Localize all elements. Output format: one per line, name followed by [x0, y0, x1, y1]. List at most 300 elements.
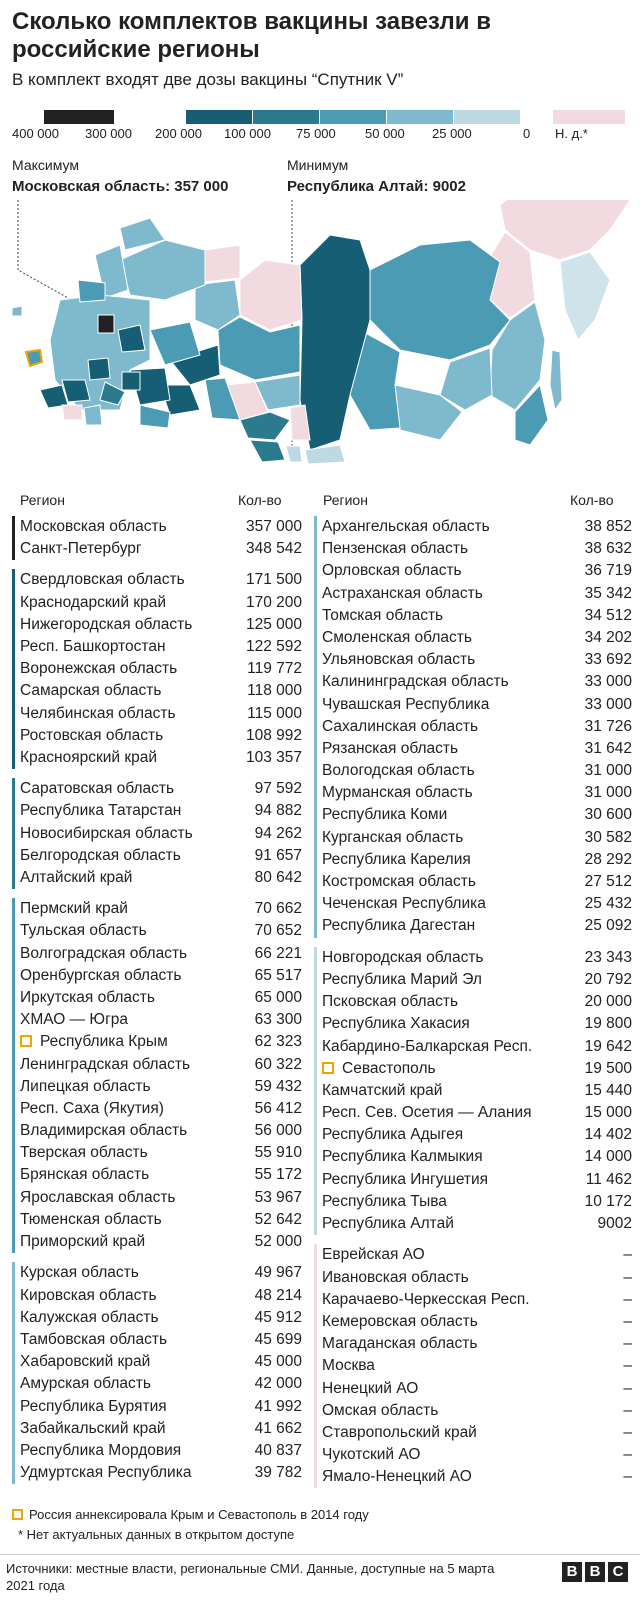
- table-row: [12, 845, 302, 867]
- region-name: Республика Крым: [20, 1031, 168, 1053]
- table-row: [314, 583, 632, 605]
- left-region-header: Регион: [20, 492, 65, 508]
- table-row: [314, 1378, 632, 1400]
- region-value: 94 262: [254, 824, 302, 842]
- region-name: Ямало-Ненецкий АО: [322, 1468, 472, 1486]
- table-row: [12, 1262, 302, 1284]
- table-row: [12, 823, 302, 845]
- table-row: [314, 1400, 632, 1422]
- region-value: 41 992: [254, 1397, 302, 1415]
- region-name: Республика Тыва: [322, 1192, 447, 1210]
- region-name: Саратовская область: [20, 780, 175, 798]
- region-value: 11 462: [585, 1170, 632, 1188]
- table-row: [314, 1244, 632, 1266]
- annexed-marker-icon: [20, 1035, 32, 1047]
- legend-label: 400 000: [12, 126, 59, 141]
- region-value: 25 092: [584, 917, 632, 935]
- table-row: [314, 1355, 632, 1377]
- region-name: Пензенская область: [322, 540, 469, 558]
- region-name: Мурманская область: [322, 784, 473, 802]
- region-value: 357 000: [245, 518, 302, 535]
- region-moscow-oblast: [98, 315, 114, 333]
- region-crimea: [26, 350, 42, 366]
- region-name: Иркутская область: [20, 988, 155, 1006]
- region-yamal: [240, 260, 302, 330]
- region-value: –: [623, 1335, 632, 1353]
- region-value: 91 657: [254, 846, 302, 864]
- table-row: [12, 1120, 302, 1142]
- region-value: 33 692: [584, 651, 632, 669]
- table-row: [12, 1285, 302, 1307]
- table-row: [12, 1418, 302, 1440]
- region-name: Республика Ингушетия: [322, 1170, 489, 1188]
- region-name: Тульская область: [20, 922, 147, 940]
- legend-swatch-75k: [320, 110, 386, 124]
- region-name: Республика Адыгея: [322, 1126, 464, 1144]
- bbc-logo-letter: C: [608, 1562, 628, 1582]
- region-value: 45 912: [254, 1308, 302, 1326]
- region-value: 94 882: [254, 802, 302, 820]
- region-value: –: [623, 1312, 632, 1330]
- region-name: Ивановская область: [322, 1268, 469, 1286]
- region-name: Омская область: [322, 1401, 439, 1419]
- legend-swatch-na: [553, 110, 625, 124]
- region-name: Ростовская область: [20, 726, 164, 744]
- region-value: 66 221: [254, 944, 302, 962]
- region-name: Республика Мордовия: [20, 1441, 182, 1459]
- region-value: 171 500: [245, 571, 302, 589]
- region-name: Свердловская область: [20, 571, 185, 589]
- region-name: Тверская область: [20, 1144, 148, 1162]
- region-name: Чеченская Республика: [322, 895, 486, 913]
- region-value: 19 800: [584, 1015, 632, 1033]
- region-value: 119 772: [247, 660, 302, 678]
- region-value: 33 000: [584, 695, 632, 713]
- table-row: [314, 1146, 632, 1168]
- table-row: [12, 1462, 302, 1484]
- region-voronezh: [88, 358, 110, 380]
- footer-divider: [0, 1554, 640, 1555]
- table-row: [12, 1396, 302, 1418]
- region-value: 53 967: [254, 1188, 302, 1206]
- region-value: 41 662: [254, 1419, 302, 1437]
- region-value: 49 967: [254, 1264, 302, 1282]
- region-name: Республика Коми: [322, 806, 448, 824]
- region-khmao: [218, 317, 300, 380]
- region-value: 15 000: [584, 1104, 632, 1122]
- region-name: Брянская область: [20, 1166, 150, 1184]
- region-value: 40 837: [254, 1441, 302, 1459]
- region-name: Курская область: [20, 1264, 139, 1282]
- table-row: [12, 1076, 302, 1098]
- bbc-logo: [562, 1562, 628, 1582]
- table-row: [12, 703, 302, 725]
- table-row: [314, 1267, 632, 1289]
- region-name: Кабардино-Балкарская Респ.: [322, 1037, 533, 1055]
- region-name: Севастополь: [322, 1058, 436, 1080]
- region-name: Архангельская область: [322, 518, 490, 535]
- region-name: Тюменская область: [20, 1210, 162, 1228]
- region-name: Сахалинская область: [322, 717, 479, 735]
- region-value: 45 699: [254, 1330, 302, 1348]
- region-value: 36 719: [584, 562, 632, 580]
- region-value: 48 214: [254, 1286, 302, 1304]
- table-row: [314, 915, 632, 937]
- table-group: [12, 569, 302, 769]
- min-callout-title: Минимум: [287, 157, 349, 173]
- table-row: [314, 1422, 632, 1444]
- region-stavropol: [62, 405, 82, 420]
- region-krasnoyarsk: [300, 235, 370, 450]
- table-row: [314, 1191, 632, 1213]
- region-name: Калининградская область: [322, 673, 509, 691]
- russia-regions-map: [0, 200, 640, 480]
- region-name: Забайкальский край: [20, 1419, 166, 1437]
- table-group: [12, 516, 302, 560]
- annexed-note: [12, 1506, 369, 1523]
- region-value: 31 642: [584, 739, 632, 757]
- table-row: [314, 560, 632, 582]
- region-name: Челябинская область: [20, 704, 176, 722]
- region-value: 19 500: [584, 1059, 632, 1077]
- region-kaliningrad: [12, 306, 22, 316]
- region-name: Чувашская Республика: [322, 695, 490, 713]
- region-name: Республика Калмыкия: [322, 1148, 483, 1166]
- table-row: [12, 636, 302, 658]
- table-row: [12, 867, 302, 889]
- table-row: [314, 649, 632, 671]
- legend-label: 200 000: [155, 126, 202, 141]
- region-name: Самарская область: [20, 682, 162, 700]
- region-name: Липецкая область: [20, 1077, 151, 1095]
- table-row: [12, 1231, 302, 1253]
- region-name: Алтайский край: [20, 868, 133, 886]
- region-value: –: [623, 1468, 632, 1486]
- table-row: [314, 969, 632, 991]
- table-row: [12, 943, 302, 965]
- table-row: [12, 1329, 302, 1351]
- table-row: [314, 1289, 632, 1311]
- region-value: 80 642: [254, 868, 302, 886]
- table-group: [314, 947, 632, 1235]
- region-value: 59 432: [254, 1077, 302, 1095]
- region-value: 20 792: [584, 970, 632, 988]
- region-name: Калужская область: [20, 1308, 159, 1326]
- region-name: Республика Татарстан: [20, 802, 182, 820]
- right-count-header: Кол-во: [570, 492, 614, 508]
- table-row: [12, 592, 302, 614]
- region-name: Новгородская область: [322, 948, 484, 966]
- region-name: Томская область: [322, 606, 444, 624]
- region-name: Республика Дагестан: [322, 917, 476, 935]
- region-name: Кировская область: [20, 1286, 157, 1304]
- na-note: * Нет актуальных данных в открытом доступе: [18, 1527, 295, 1542]
- region-name: Белгородская область: [20, 846, 181, 864]
- region-value: 10 172: [584, 1192, 632, 1210]
- table-row: [314, 1169, 632, 1191]
- region-value: 122 592: [245, 637, 302, 655]
- page-subtitle: В комплект входят две дозы вакцины “Спутник V”: [12, 70, 404, 89]
- region-name: Нижегородская область: [20, 615, 193, 633]
- region-name: Воронежская область: [20, 660, 178, 678]
- table-group: [12, 1262, 302, 1484]
- region-name: Республика Карелия: [322, 850, 471, 868]
- region-samara: [122, 372, 140, 390]
- region-value: 65 000: [254, 988, 302, 1006]
- region-name: Санкт-Петербург: [20, 540, 142, 558]
- region-value: 55 172: [254, 1166, 302, 1184]
- region-value: 62 323: [254, 1033, 302, 1051]
- region-value: 9002: [597, 1215, 632, 1233]
- table-row: [12, 965, 302, 987]
- region-name: Курганская область: [322, 828, 464, 846]
- region-nizhny: [118, 325, 145, 352]
- crimea-marker-icon: [12, 1509, 23, 1520]
- table-row: [314, 1124, 632, 1146]
- region-value: 19 642: [584, 1037, 632, 1055]
- table-row: [314, 1333, 632, 1355]
- region-nenets: [205, 245, 240, 282]
- region-name: ХМАО — Югра: [20, 1011, 128, 1029]
- table-row: [314, 694, 632, 716]
- table-group: [12, 898, 302, 1253]
- table-row: [314, 1311, 632, 1333]
- region-value: 38 852: [584, 518, 632, 535]
- table-row: [12, 725, 302, 747]
- legend-label: 300 000: [85, 126, 132, 141]
- legend-label: 0: [523, 126, 531, 141]
- region-value: –: [623, 1401, 632, 1419]
- region-name: Владимирская область: [20, 1122, 188, 1140]
- region-name: Псковская область: [322, 993, 459, 1011]
- table-row: [314, 605, 632, 627]
- table-group: [12, 778, 302, 889]
- region-name: Пермский край: [20, 900, 128, 918]
- region-name: Москва: [322, 1357, 375, 1375]
- legend-label: 75 000: [296, 126, 336, 141]
- region-arkhangelsk: [120, 240, 205, 300]
- table-row: [12, 538, 302, 560]
- region-name: Ненецкий АО: [322, 1379, 419, 1397]
- region-value: –: [623, 1423, 632, 1441]
- region-value: 45 000: [254, 1353, 302, 1371]
- region-value: 33 000: [584, 673, 632, 691]
- table-row: [314, 1466, 632, 1488]
- table-row: [314, 516, 632, 538]
- region-name: Волгоградская область: [20, 944, 188, 962]
- region-value: 56 412: [254, 1099, 302, 1117]
- table-row: [314, 1080, 632, 1102]
- table-row: [12, 1440, 302, 1462]
- legend-label: 100 000: [224, 126, 271, 141]
- region-name: Костромская область: [322, 873, 476, 890]
- max-callout-value: Московская область: 357 000: [12, 178, 229, 195]
- color-legend: [0, 106, 640, 140]
- legend-swatch-200k: [186, 110, 252, 124]
- left-count-header: Кол-во: [238, 492, 282, 508]
- region-dagestan: [84, 405, 102, 425]
- region-value: 348 542: [245, 540, 302, 558]
- table-row: [12, 658, 302, 680]
- legend-swatch-50k: [387, 110, 453, 124]
- region-name: Карачаево-Черкесская Респ.: [322, 1290, 530, 1308]
- region-value: 56 000: [254, 1122, 302, 1140]
- table-group: [314, 516, 632, 938]
- region-value: –: [623, 1268, 632, 1286]
- region-name: Ярославская область: [20, 1188, 176, 1206]
- region-value: 65 517: [254, 966, 302, 984]
- region-value: 31 000: [584, 762, 632, 780]
- region-altai-rep: [286, 446, 302, 462]
- table-row: [314, 1058, 632, 1080]
- region-name: Республика Алтай: [322, 1215, 454, 1233]
- table-row: [12, 747, 302, 769]
- region-value: –: [623, 1379, 632, 1397]
- region-name: Вологодская область: [322, 762, 475, 780]
- table-row: [12, 680, 302, 702]
- region-name: Респ. Сев. Осетия — Алания: [322, 1104, 532, 1122]
- region-value: 34 202: [584, 628, 632, 646]
- region-name: Красноярский край: [20, 748, 158, 766]
- table-row: [12, 569, 302, 591]
- region-name: Хабаровский край: [20, 1353, 151, 1371]
- region-name: Орловская область: [322, 562, 462, 580]
- annexed-marker-icon: [322, 1062, 334, 1074]
- table-row: [12, 987, 302, 1009]
- region-value: –: [623, 1446, 632, 1464]
- region-name: Ставропольский край: [322, 1423, 477, 1441]
- table-row: [314, 716, 632, 738]
- region-value: 103 357: [245, 748, 302, 766]
- table-row: [314, 627, 632, 649]
- region-value: 38 632: [584, 540, 632, 558]
- table-row: [12, 1009, 302, 1031]
- region-value: 27 512: [584, 873, 632, 890]
- region-name: Приморский край: [20, 1233, 146, 1250]
- region-yakutia: [370, 240, 510, 360]
- region-value: –: [623, 1290, 632, 1308]
- table-row: [314, 1036, 632, 1058]
- region-sakhalin: [550, 350, 562, 410]
- table-row: [12, 1209, 302, 1231]
- region-value: 60 322: [254, 1055, 302, 1073]
- region-name: Новосибирская область: [20, 824, 193, 842]
- region-name: Респ. Башкортостан: [20, 637, 166, 655]
- table-row: [12, 1031, 302, 1053]
- bbc-logo-letter: B: [585, 1562, 605, 1582]
- region-value: 30 600: [584, 806, 632, 824]
- region-name: Тамбовская область: [20, 1330, 168, 1348]
- region-value: 28 292: [584, 850, 632, 868]
- table-row: [314, 1013, 632, 1035]
- region-name: Удмуртская Республика: [20, 1464, 192, 1482]
- annexed-note-text: Россия аннексировала Крым и Севастополь в 2014 году: [29, 1507, 369, 1522]
- region-name: Смоленская область: [322, 628, 472, 646]
- region-value: 30 582: [584, 828, 632, 846]
- region-value: 97 592: [254, 780, 302, 798]
- source-text: Источники: местные власти, региональные СМИ. Данные, доступные на 5 марта 2021 года: [6, 1561, 495, 1593]
- table-row: [314, 804, 632, 826]
- min-callout-value: Республика Алтай: 9002: [287, 178, 466, 195]
- region-value: 115 000: [247, 704, 302, 722]
- table-row: [12, 898, 302, 920]
- region-altai-krai: [250, 440, 285, 462]
- table-row: [314, 738, 632, 760]
- table-row: [314, 1102, 632, 1124]
- region-value: 55 910: [254, 1144, 302, 1162]
- region-value: 35 342: [584, 584, 632, 602]
- region-name: Респ. Саха (Якутия): [20, 1099, 164, 1117]
- legend-swatch-25k: [454, 110, 520, 124]
- table-row: [12, 1054, 302, 1076]
- region-value: 23 343: [584, 948, 632, 966]
- table-row: [314, 1444, 632, 1466]
- bbc-logo-letter: B: [562, 1562, 582, 1582]
- table-row: [12, 1307, 302, 1329]
- region-name: Московская область: [20, 518, 167, 535]
- region-value: 125 000: [245, 615, 302, 633]
- table-row: [12, 778, 302, 800]
- region-name: Магаданская область: [322, 1335, 478, 1353]
- table-row: [12, 516, 302, 538]
- region-value: 108 992: [245, 726, 302, 744]
- region-name: Оренбургская область: [20, 966, 182, 984]
- region-value: 20 000: [584, 993, 632, 1011]
- region-kamchatka: [560, 252, 610, 340]
- table-row: [314, 671, 632, 693]
- table-row: [12, 1164, 302, 1186]
- table-row: [12, 800, 302, 822]
- region-value: 39 782: [254, 1464, 302, 1482]
- table-row: [314, 827, 632, 849]
- table-row: [314, 871, 632, 893]
- region-value: 15 440: [584, 1081, 632, 1099]
- region-value: 14 000: [584, 1148, 632, 1166]
- table-row: [314, 947, 632, 969]
- region-name: Чукотский АО: [322, 1446, 421, 1464]
- right-region-header: Регион: [323, 492, 368, 508]
- legend-na-label: Н. д.*: [555, 126, 588, 141]
- region-name: Республика Марий Эл: [322, 970, 482, 988]
- region-name: Краснодарский край: [20, 593, 166, 611]
- region-name: Республика Бурятия: [20, 1397, 167, 1415]
- legend-label: 50 000: [365, 126, 405, 141]
- table-row: [12, 614, 302, 636]
- table-group: [314, 1244, 632, 1488]
- region-name: Ленинградская область: [20, 1055, 191, 1073]
- table-row: [314, 849, 632, 871]
- table-row: [12, 920, 302, 942]
- region-value: 52 642: [254, 1210, 302, 1228]
- table-row: [12, 1373, 302, 1395]
- region-value: 63 300: [254, 1011, 302, 1029]
- region-orenburg: [140, 405, 170, 428]
- table-row: [314, 893, 632, 915]
- region-value: 34 512: [584, 606, 632, 624]
- legend-label: 25 000: [432, 126, 472, 141]
- region-value: 42 000: [254, 1375, 302, 1393]
- region-name: Республика Хакасия: [322, 1015, 470, 1033]
- table-row: [12, 1187, 302, 1209]
- region-value: 14 402: [584, 1126, 632, 1144]
- region-value: 31 000: [584, 784, 632, 802]
- region-name: Камчатский край: [322, 1081, 443, 1099]
- table-row: [12, 1142, 302, 1164]
- region-value: 52 000: [254, 1233, 302, 1250]
- table-row: [314, 1213, 632, 1235]
- region-value: 70 652: [254, 922, 302, 940]
- region-value: 170 200: [245, 593, 302, 611]
